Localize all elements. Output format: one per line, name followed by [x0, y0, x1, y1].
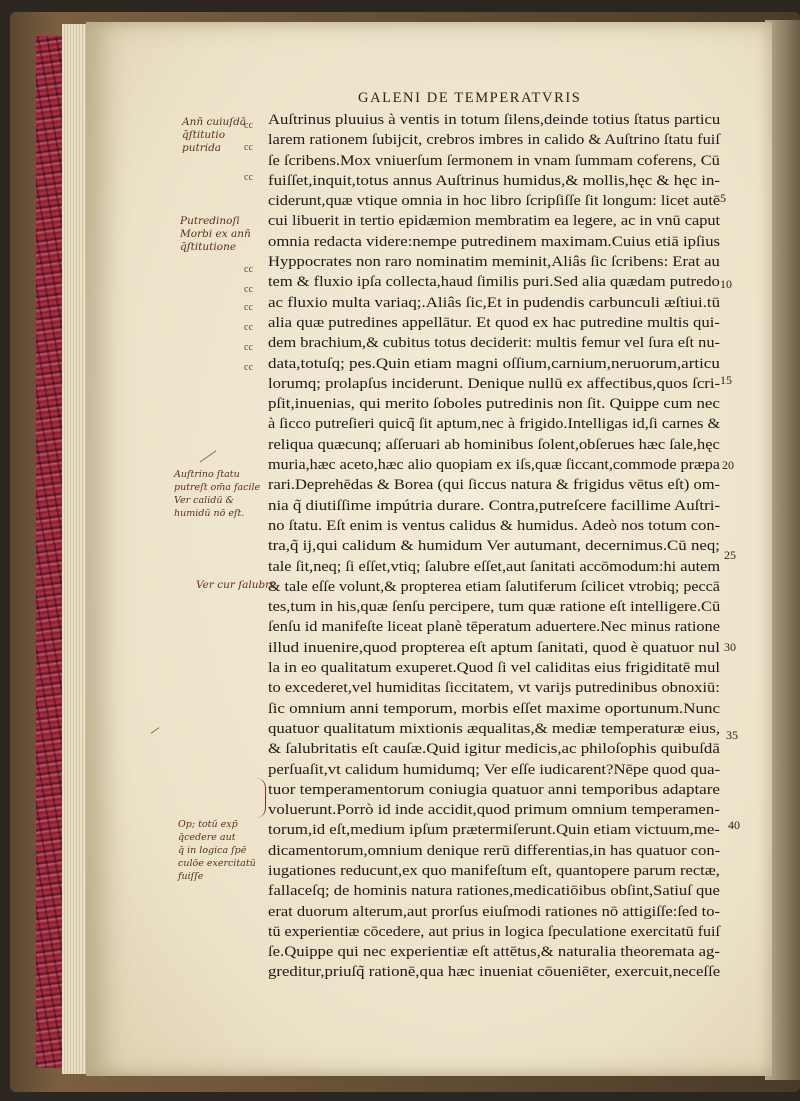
text-line: to excederet,vel humiditas ſiccitatem, vt varijs putredinibus obnoxiū:: [268, 679, 720, 697]
main-text: [268, 110, 728, 983]
quote-mark: cc: [244, 142, 253, 153]
text-line: ciderunt,quæ vtique omnia in hoc libro ſcripſiſſe ſit longum: licet autē: [268, 192, 721, 210]
quote-mark: cc: [244, 362, 253, 373]
margin-bracket: [255, 778, 266, 818]
text-line: no ſtatu. Eſt enim is ventus calidus & humidus. Adeò nos totum con-: [268, 516, 721, 534]
text-line: iugationes reducunt,ex quo manifeſtum eſt, quantopere parum rectæ,: [268, 861, 720, 879]
text-line: tra,q̃ ij,qui calidum & humidum Ver autumant, decernimus.Cū neq;: [268, 537, 720, 555]
text-line: ſenſu id manifeſte liceat planè tēperatum aduertere.Nec minus ratione: [268, 618, 720, 636]
text-line: larem rationem ſubijcit, crebros imbres in calido & Auſtrino ſtatu fuiſ: [268, 131, 720, 149]
text-line: torum,id eſt,medium ipſum prætermiſerunt.Quin etiam victuum,me-: [268, 821, 720, 839]
line-number: 10: [720, 277, 732, 291]
text-line: illud inuenire,quod propterea eſt aptum ſanitati, quod è quatuor nul: [268, 638, 720, 656]
text-line: la in eo qualitatum exuperet.Quod ſi vel caliditas eius frigiditatē mul: [268, 659, 720, 677]
line-number: 20: [722, 458, 734, 472]
text-line: dem brachium,& cubitus totus deciderit: multis femur vel ſura eſt nu-: [268, 334, 720, 352]
margin-note: Ver cur ſalubre: [196, 579, 277, 591]
text-line: tū experientiæ cōcedere, aut prius in logica ſpeculatione exercitatū fuiſ: [268, 922, 720, 940]
text-line: ſe.Quippe qui nec experientiæ eſt attētus,& naturalia theoremata ag-: [268, 943, 720, 961]
text-line: Hyppocrates non raro nominatim meminit,Aliâs ſic ſcribens: Erat au: [268, 253, 720, 271]
text-line: à ſicco putreſieri quicq̃ ſit aptum,nec à frigido.Intelligas id,ſi carnes &: [268, 415, 721, 433]
text-line: voluerunt.Porrò id inde accidit,quod primum omnium temperamen-: [268, 801, 720, 819]
text-line: & tale eſſe volunt,& propterea etiam ſalutiferum ſcilicet vtrobiq; peccā: [268, 577, 720, 595]
text-line: cui libuerit in tertio epidæmion membratim ea legere, ac in vnū caput: [268, 212, 721, 230]
quote-mark: cc: [244, 264, 253, 275]
line-number: 15: [720, 373, 732, 387]
text-line: ſe ſcribens.Mox vniuerſum ſermonem in vnam ſummam coferens, Cū: [268, 151, 720, 169]
text-line: dicamentorum,omnium denique rerū differentias,in has quatuor con-: [268, 841, 721, 859]
text-line: tes,tum in his,quæ ſenſu percipere, tum quæ ratione eſt intelligere.Cū: [268, 598, 721, 616]
text-line: ac fluxio multa variaq;.Aliâs ſic,Et in pudendis carbunculi æſtiui.tū: [268, 293, 721, 311]
quote-mark: cc: [244, 120, 253, 131]
margin-note: Auſtrino ſtatu putreſt om̄a facile Ver calidū & humidū nō eſt.: [174, 469, 261, 519]
text-line: alia quæ putredines appellātur. Et quod ex hac putredine multis qui-: [268, 313, 720, 331]
text-line: tale ſit,neq; ſi eſſet,vtiq; ſalubre eſſet,aut ſanitati accōmodum:hi autem: [268, 557, 721, 575]
text-line: fuiſſet,inquit,totus annus Auſtrinus humidus,& mollis,hęc & hęc in-: [268, 171, 720, 189]
text-line: reliqua quæcunq; aſſeruari ab hominibus ſolent,obſerues hæc ſale,hęc: [268, 435, 720, 453]
text-line: omnia redacta videre:nempe putredinem maximam.Cuius etiā ipſius: [268, 232, 721, 250]
text-line: quatuor qualitatum mixtionis æqualitas,& mediæ temperaturæ eius,: [268, 719, 721, 737]
text-line: tuor temperamentorum coniugia quatuor anni temporibus adaptare: [268, 780, 720, 798]
text-line: fallaceſq; de hominis natura rationes,medicatiōibus obſint,Satiuſ que: [268, 882, 720, 900]
text-line: erat duorum alterum,aut prorſus eiuſmodi rationes nō attigiſſe:ſed to-: [268, 902, 721, 920]
text-line: greditur,priuſq̃ rationē,qua hæc inueniat cōueniēter, exercuit,neceſſe: [268, 963, 721, 981]
quote-mark: cc: [244, 172, 253, 183]
margin-note: Ann̄ cuiuſdā q̄ſtitutio putrida: [182, 116, 247, 154]
text-line: muria,hæc aceto,hæc alio quopiam ex iſs,quæ ſiccant,commode præpa: [268, 456, 720, 474]
line-number: 5: [720, 191, 726, 205]
marbled-edge: [36, 36, 64, 1068]
line-number: 40: [728, 818, 740, 832]
text-line: lorumq; prolapſus inciderunt. Denique nullū ex affectibus,quos ſcri-: [268, 374, 721, 392]
margin-note: Op; totū exp̄ q̄cedere aut q̄ in logica ſpē culōe exercitatū fuiſſe: [178, 819, 256, 882]
text-line: rari.Deprehēdas & Borea (qui ſiccus natura & frigidus vētus eſt) om-: [268, 476, 721, 494]
text-line: perſuaſit,vt calidum humidumq; Ver eſſe iudicarent?Nēpe quod qua-: [268, 760, 721, 778]
running-head: GALENI DE TEMPERATVRIS: [358, 90, 582, 106]
line-number: 35: [726, 728, 738, 742]
text-line: pſit,inuenias, qui merito ſoboles putredinis non ſit. Quippe cum nec: [268, 395, 720, 413]
text-line: nia q̃ diutiſſime impútria durare. Contra,putreſcere facillime Auſtri-: [268, 496, 721, 514]
text-line: & ſalubritatis eſt cauſæ.Quid igitur medicis,ac philoſophis quibuſdā: [268, 740, 720, 758]
margin-note: Putredinoſi Morbi ex ann̄ q̄ſtitutione: [180, 215, 251, 253]
text-line: tem & fluxio ipſa collecta,haud ſimilis puri.Sed alia quædam putredo: [268, 273, 720, 291]
text-line: ſic omnium anni temporum, morbis eſſet maxime oportunum.Nunc: [268, 699, 720, 717]
line-number: 25: [724, 548, 736, 562]
quote-mark: cc: [244, 342, 253, 353]
text-line: data,totuſq; pes.Quin etiam magni oſſium,carnium,neruorum,articu: [268, 354, 720, 372]
quote-mark: cc: [244, 322, 253, 333]
quote-mark: cc: [244, 302, 253, 313]
line-number: 30: [724, 640, 736, 654]
quote-mark: cc: [244, 284, 253, 295]
text-line: Auſtrinus pluuius à ventis in totum ſilens,deinde totius ſtatus particu: [268, 111, 721, 128]
